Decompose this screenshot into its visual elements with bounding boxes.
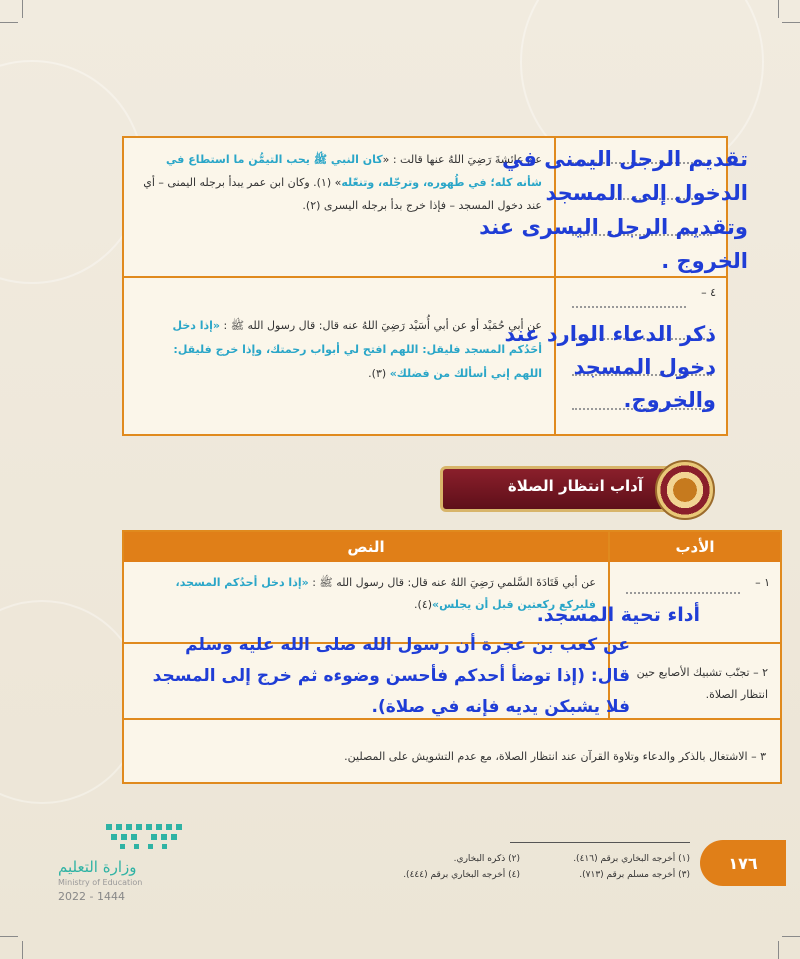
footnote-2: (٢) ذكره البخاري. [453,854,520,864]
adab-text-3: ٣ – الاشتغال بالذكر والدعاء وتلاوة القرآن عند انتظار الصلاة، مع عدم التشويش على المصلين. [344,750,766,763]
ornament-rosette-icon [655,460,715,520]
ministry-name-ar: وزارة التعليم [58,858,137,876]
answer-line [626,592,740,594]
hadith-tail: (٤). [414,598,433,611]
item-number: ١ – [755,576,770,589]
page-number: ١٧٦ [700,840,786,886]
hadith-intro: عن عائشةَ رَضِيَ اللهُ عنها قالت : « [382,153,542,166]
hadith-quote: «إذا دخل أحَدُكم المسجد فليقل: اللهم افتح لي أبواب رحمتك، وإذا خرج فليقل: اللهم إني أسألك من فضلك» [172,319,542,380]
crop-mark [782,936,800,937]
hadith-tail: (٣). [368,367,387,380]
column-header-adab: الأدب [610,532,780,562]
adab-text-2: ٢ – تجنّب تشبيك الأصابع حين انتظار الصلاة. [636,666,768,701]
ministry-year: 2022 - 1444 [58,890,125,903]
section-banner [440,466,676,512]
crop-mark [778,0,779,18]
ministry-logo-icon [100,820,190,854]
hadith-quote: كان النبي ﷺ يحب التيمُّن ما استطاع في شأنه كله؛ في طُهوره، وترجّله، وتنعّله [166,153,542,189]
crop-mark [0,936,18,937]
footnote-1: (١) أخرجه البخاري برقم (٤١٦). [573,854,690,864]
crop-mark [22,941,23,959]
crop-mark [782,22,800,23]
column-header-text: النص [124,532,608,562]
crop-mark [22,0,23,18]
crop-mark [778,941,779,959]
section-title: آداب انتظار الصلاة [507,477,643,495]
footnote-3: (٣) أخرجه مسلم برقم (٧١٣). [579,870,690,880]
footnote-4: (٤) أخرجه البخاري برقم (٤٤٤). [403,870,520,880]
hadith-intro: عن أبي حُمَيْد أو عن أبي أُسَيْد رَضِيَ اللهُ عنه قال: قال رسول الله ﷺ : [223,319,542,332]
hadith-intro: عن أبي قَتَادَةَ السَّلمي رَضِيَ اللهُ عنه قال: قال رسول الله ﷺ : [312,576,596,589]
handwritten-answer-2: ذكر الدعاء الوارد عند دخول المسجد والخروج. [504,322,716,412]
handwritten-answer-4: عن كعب بن عجرة أن رسول الله صلى الله عليه وسلم قال: (إذا توضأ أحدكم فأحسن وضوءه ثم خرج إلى المسجد فلا يشبكن يديه فإنه في صلاة). [152,635,630,717]
hadith-tail: » (١). وكان ابن عمر يبدأ برجله اليمنى – أي عند دخول المسجد – فإذا خرج بدأ برجله اليسرى (٢). [143,176,542,212]
crop-mark [0,22,18,23]
ministry-logo [40,820,190,910]
handwritten-answer-3: أداء تحية المسجد. [536,604,700,626]
answer-line [572,306,686,308]
hadith-text-humayd [142,314,542,386]
footnote-rule [510,842,690,843]
item-number: ٤ – [701,286,716,299]
hadith-quote: «إذا دخل أحدُكم المسجد، فليركع ركعتين قبل أن يجلس» [175,576,596,611]
ministry-name-en: Ministry of Education [58,878,143,887]
handwritten-answer-1: تقديم الرجل اليمنى في الدخول إلى المسجد وتقديم الرجل اليسرى عند الخروج . [479,147,748,273]
